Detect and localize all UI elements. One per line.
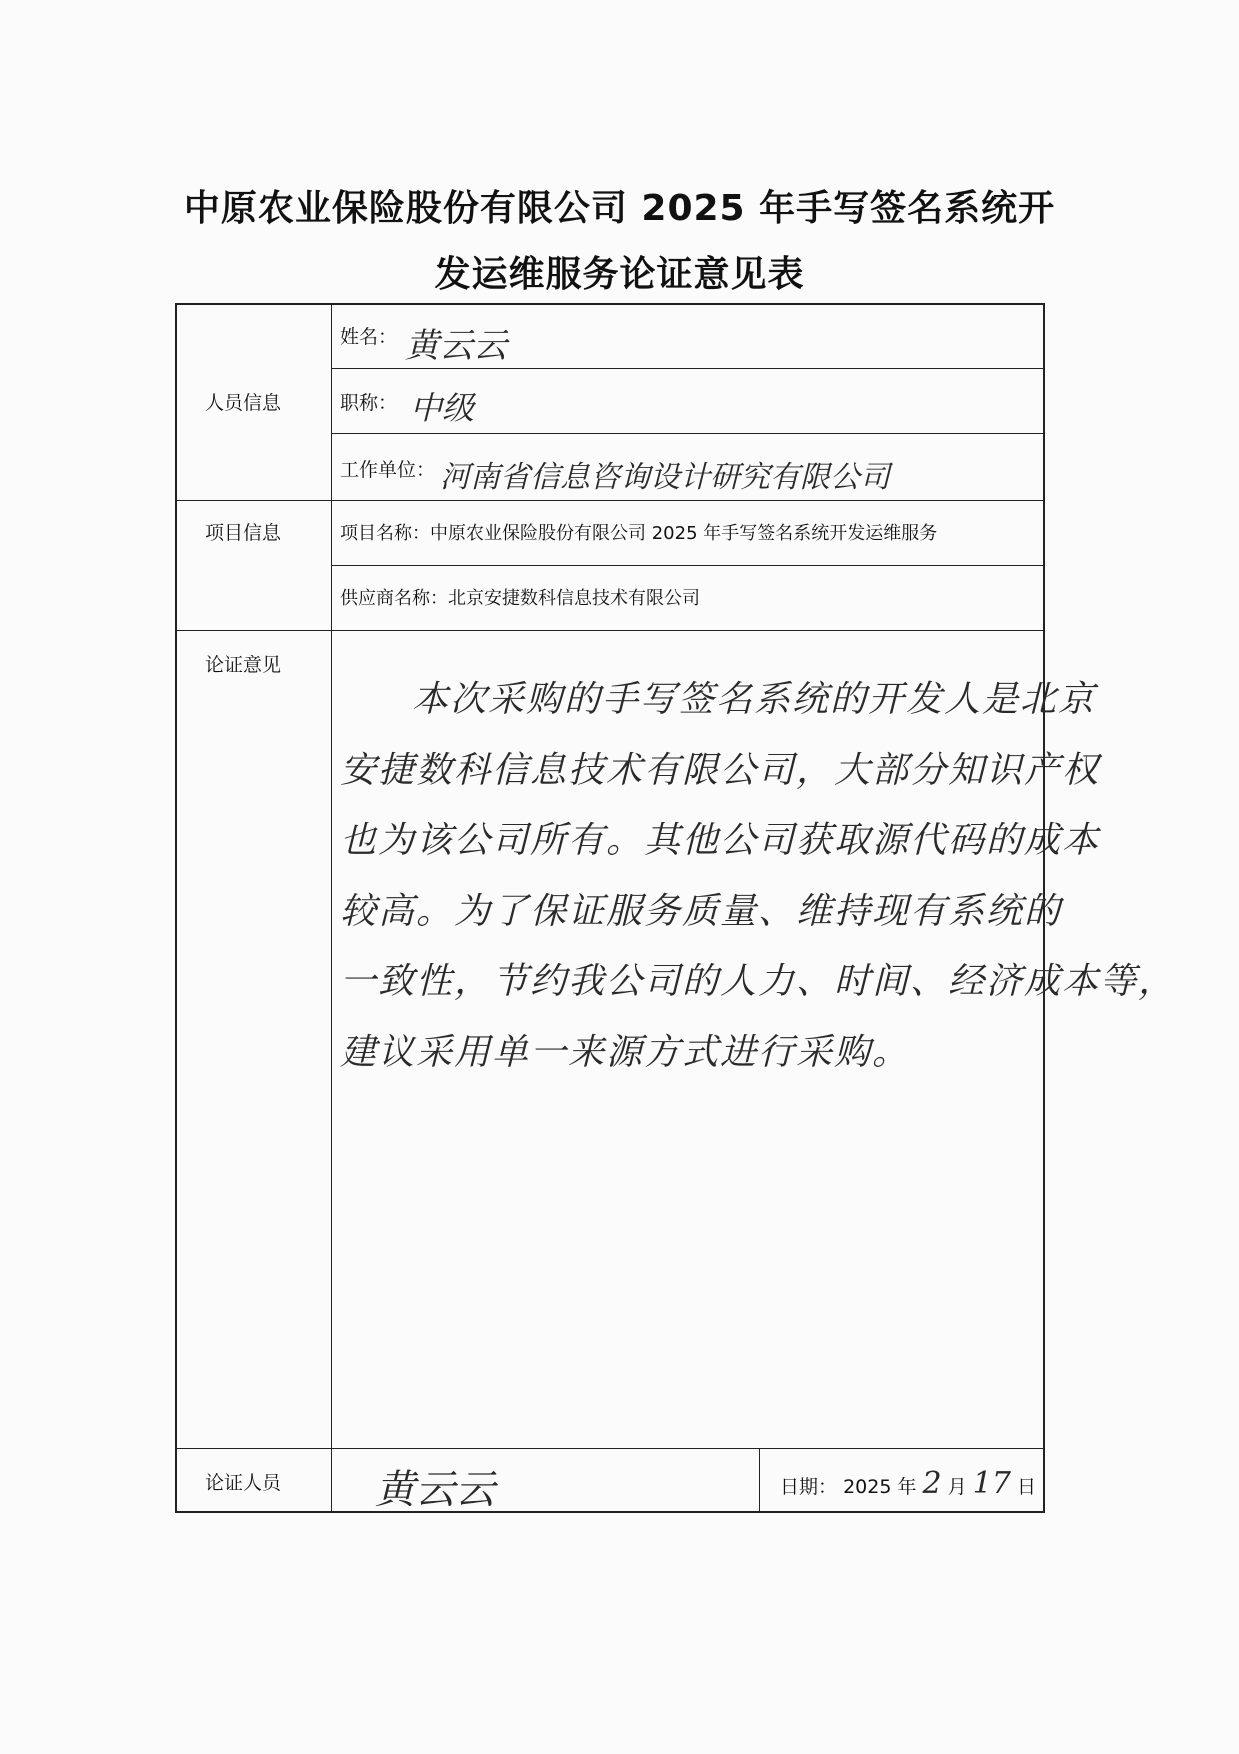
opinion-line: 建议采用单一来源方式进行采购。 — [340, 1031, 911, 1073]
reviewer-signature: 黄云云 — [375, 1467, 495, 1513]
date-month-unit: 月 — [947, 1476, 967, 1498]
document-title-line-2: 发运维服务论证意见表 — [434, 254, 805, 295]
opinion-handwritten-text — [340, 665, 1177, 1088]
project-name: 项目名称：中原农业保险股份有限公司 2025 年手写签名系统开发运维服务 — [340, 523, 938, 544]
date-month-handwritten: 2 — [922, 1466, 942, 1501]
document-title-line-1: 中原农业保险股份有限公司 2025 年手写签名系统开 — [183, 188, 1056, 229]
opinion-line: 也为该公司所有。其他公司获取源代码的成本 — [340, 820, 1101, 861]
date-row — [780, 1466, 1036, 1501]
opinion-line: 安捷数科信息技术有限公司，大部分知识产权 — [340, 749, 1101, 791]
opinion-line: 较高。为了保证服务质量、维持现有系统的 — [340, 890, 1063, 932]
job-title-label: 职称： — [340, 392, 398, 414]
date-year: 2025 — [843, 1476, 892, 1498]
date-label: 日期： — [780, 1476, 838, 1498]
column-divider — [331, 303, 332, 1513]
name-handwritten-value: 黄云云 — [405, 326, 507, 366]
row-divider — [175, 1448, 1045, 1449]
reviewer-section-label: 论证人员 — [205, 1472, 282, 1494]
organization-handwritten-value: 河南省信息咨询设计研究有限公司 — [440, 460, 890, 495]
opinion-line: 本次采购的手写签名系统的开发人是北京 — [412, 679, 1097, 720]
project-section-label: 项目信息 — [205, 522, 282, 544]
name-label: 姓名： — [340, 326, 398, 348]
personnel-section-label: 人员信息 — [205, 392, 282, 414]
job-title-handwritten-value: 中级 — [410, 389, 475, 427]
row-divider — [331, 565, 1045, 566]
row-divider — [331, 368, 1045, 369]
date-day-handwritten: 17 — [972, 1466, 1011, 1501]
date-year-unit: 年 — [897, 1476, 917, 1498]
row-divider — [175, 630, 1045, 631]
row-divider — [175, 500, 1045, 501]
date-day-unit: 日 — [1016, 1476, 1036, 1498]
supplier-name: 供应商名称：北京安捷数科信息技术有限公司 — [340, 588, 700, 609]
opinion-line: 一致性，节约我公司的人力、时间、经济成本等， — [340, 961, 1177, 1002]
column-divider — [759, 1448, 760, 1513]
opinion-section-label: 论证意见 — [205, 654, 282, 676]
row-divider — [331, 433, 1045, 434]
organization-label: 工作单位： — [340, 459, 436, 481]
